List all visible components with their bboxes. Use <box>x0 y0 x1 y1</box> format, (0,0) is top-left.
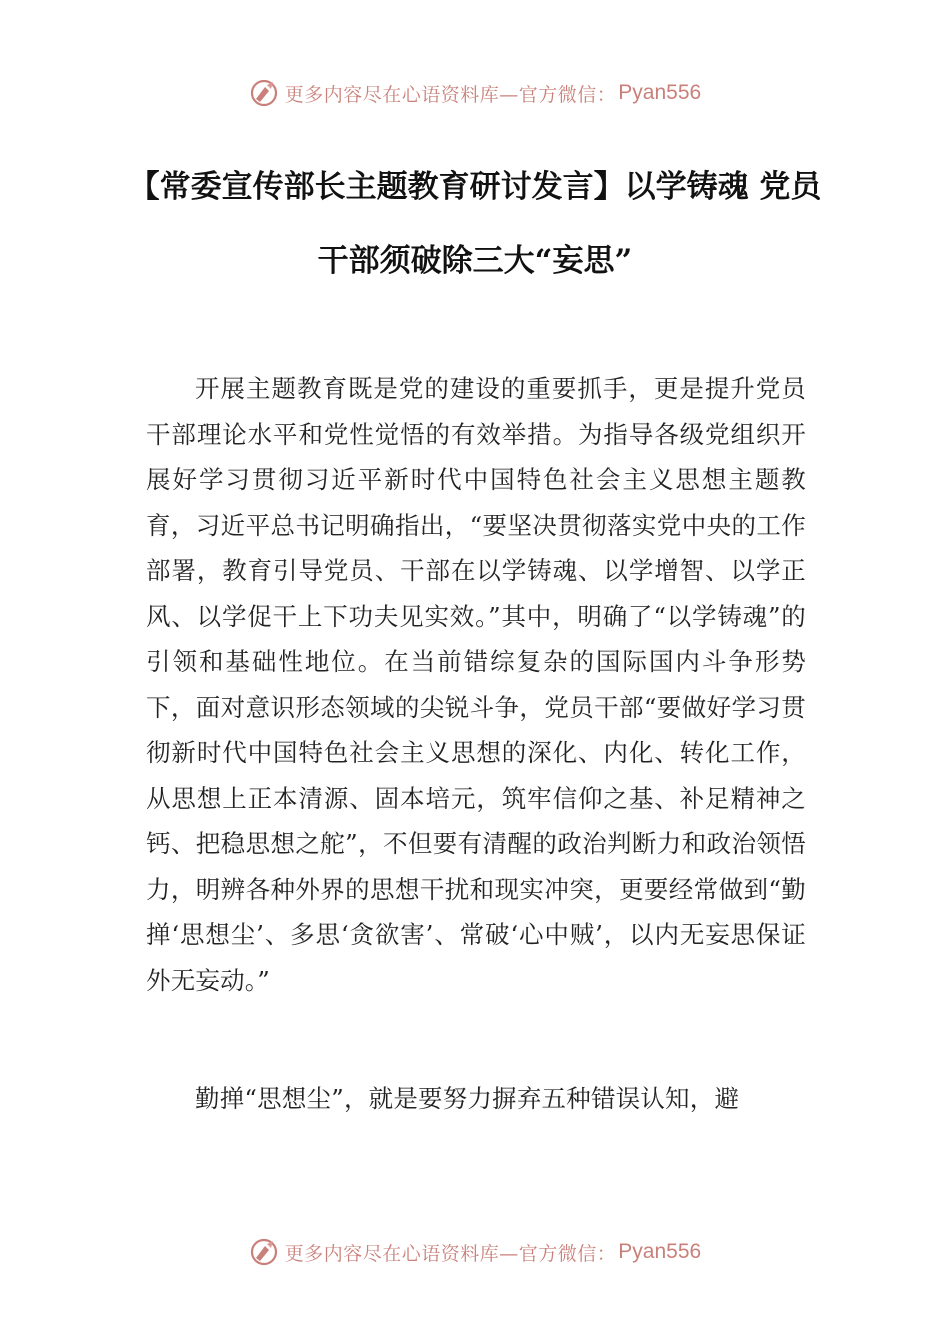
paragraph-2: 勤掸“思想尘”，就是要努力摒弃五种错误认知，避 <box>195 1084 740 1113</box>
logo-icon <box>249 1237 279 1267</box>
watermark-header <box>0 73 950 113</box>
paragraph-1: 开展主题教育既是党的建设的重要抓手，更是提升党员干部理论水平和党性觉悟的有效举措。为指导各级党组织开展好学习贯彻习近平新时代中国特色社会主义思想主题教育，习近平总书记明确指出，“要坚决贯彻落实党中央的工作部署，教育引导党员、干部在以学铸魂、以学增智、以学正风、以学促干上下功夫见实效。”其中，明确了“以学铸魂”的引领和基础性地位。在当前错综复杂的国际国内斗争形势下，面对意识形态领域的尖锐斗争，党员干部“要做好学习贯彻新时代中国特色社会主义思想的深化、内化、转化工作，从思想上正本清源、固本培元，筑牢信仰之基、补足精神之钙、把稳思想之舵”，不但要有清醒的政治判断力和政治领悟力，明辨各种外界的思想干扰和现实冲突，更要经常做到“勤掸‘思想尘’、多思‘贪欲害’、常破‘心中贼’，以内无妄思保证外无妄动。” <box>146 374 806 995</box>
watermark-footer <box>0 1232 950 1272</box>
watermark-wechat-id: Pyan556 <box>618 81 702 104</box>
document-title: 【常委宣传部长主题教育研讨发言】以学铸魂 党员干部须破除三大“妄思” <box>128 169 822 279</box>
watermark-text: 更多内容尽在心语资料库—官方微信： <box>284 83 617 106</box>
watermark-text: 更多内容尽在心语资料库—官方微信： <box>284 1242 617 1265</box>
logo-icon <box>249 78 279 108</box>
watermark-wechat-id: Pyan556 <box>618 1240 702 1263</box>
